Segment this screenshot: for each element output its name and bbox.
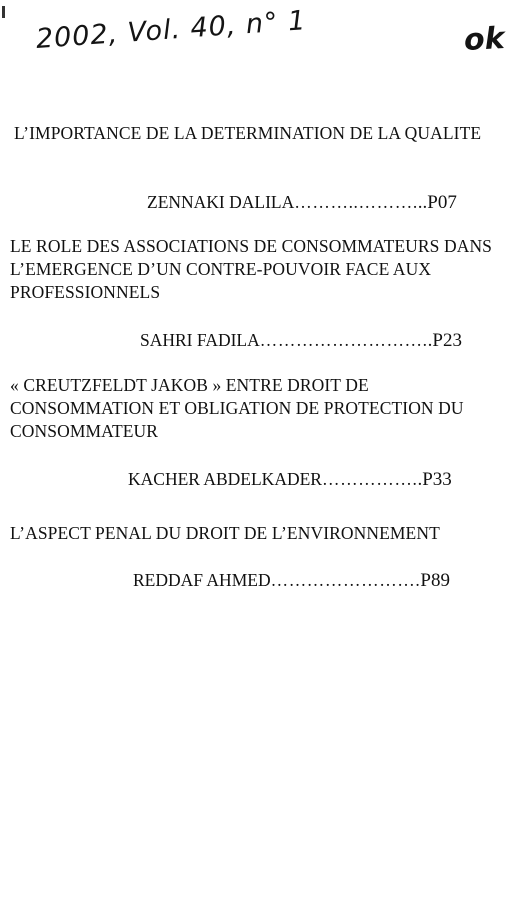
article-title: L’ASPECT PENAL DU DROIT DE L’ENVIRONNEMENT [10, 523, 440, 543]
article-title: « CREUTZFELDT JAKOB » ENTRE DROIT DE CONSOMMATION ET OBLIGATION DE PROTECTION DU CONSOMMATEUR [10, 375, 464, 441]
author-name: KACHER ABDELKADER [128, 469, 322, 489]
page-number: ..P07 [417, 192, 457, 213]
leader-dots: ………..………. [294, 192, 418, 212]
leader-dots: ……………………. [270, 570, 421, 590]
article-author-line [133, 569, 450, 592]
page-number: .P23 [427, 330, 462, 351]
author-name: SAHRI FADILA [140, 330, 260, 350]
scan-artifact [2, 6, 5, 18]
page-number: P89 [420, 570, 450, 591]
leader-dots: ………………………. [259, 330, 428, 350]
article-author-line [128, 468, 452, 491]
handwritten-ok-mark: ok [463, 20, 506, 59]
article-author-line [147, 191, 457, 214]
article-title: LE ROLE DES ASSOCIATIONS DE CONSOMMATEURS DANS L’EMERGENCE D’UN CONTRE-POUVOIR FACE AUX PROFESSIONNELS [10, 236, 493, 302]
page-number: .P33 [417, 469, 452, 490]
handwritten-reference: 2002, Vol. 40, n° 1 [34, 5, 308, 55]
article-author-line [140, 329, 462, 352]
author-name: ZENNAKI DALILA [147, 192, 295, 212]
leader-dots: ……………. [321, 469, 418, 489]
article-title: L’IMPORTANCE DE LA DETERMINATION DE LA QUALITE [14, 123, 482, 143]
author-name: REDDAF AHMED [133, 570, 271, 590]
